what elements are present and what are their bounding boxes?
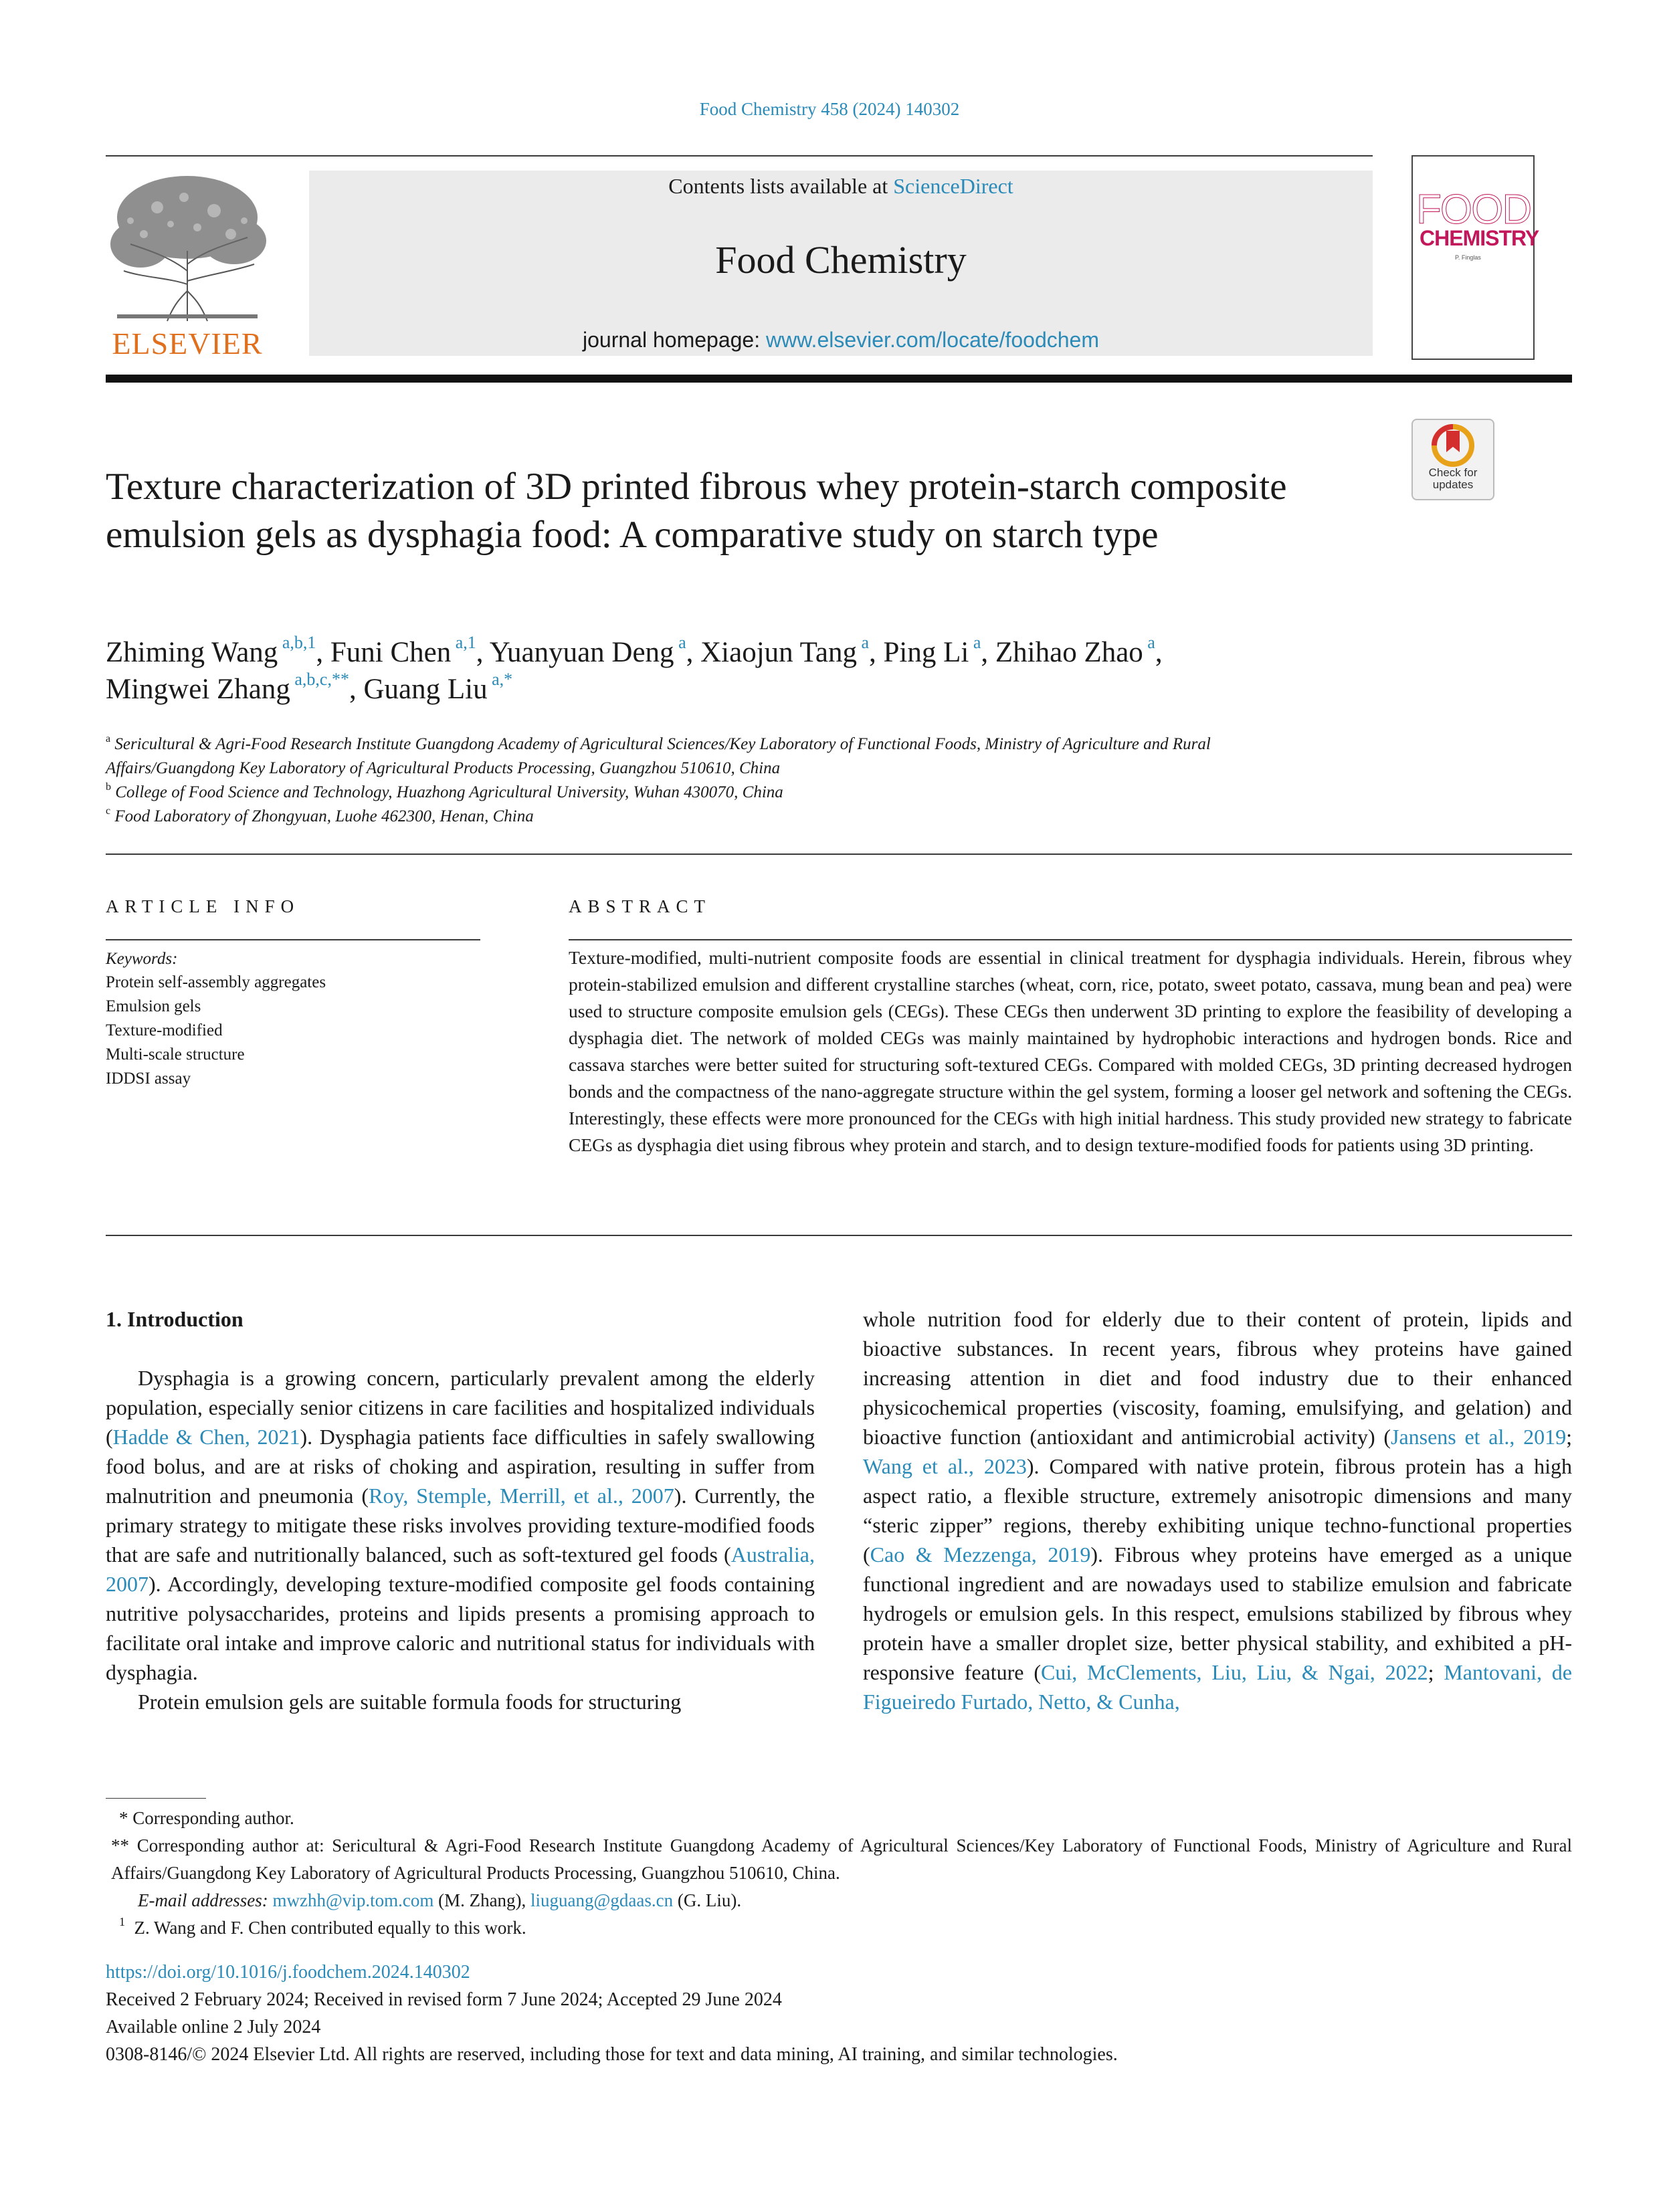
author xyxy=(363,670,513,705)
abstract-heading: ABSTRACT xyxy=(569,896,712,916)
article-title: Texture characterization of 3D printed fibrous whey protein-starch composite emulsion gels as dysphagia food: A comparative study on starch type xyxy=(106,466,1287,556)
equal-contribution-text: Z. Wang and F. Chen contributed equally to this work. xyxy=(134,1918,526,1938)
citation-link[interactable]: Cao & Mezzenga, 2019 xyxy=(870,1542,1091,1567)
citation-link[interactable]: Mantovani, de Figueiredo Furtado, Netto, & Cunha, xyxy=(863,1660,1573,1714)
footnote-rule xyxy=(106,1798,206,1799)
author-name[interactable]: Guang Liu xyxy=(363,674,488,705)
author-separator: , xyxy=(316,637,330,668)
header-thick-rule xyxy=(106,375,1572,383)
author-affiliation-marks[interactable]: a,b,1 xyxy=(278,633,316,652)
email-link-zhang[interactable]: mwzhh@vip.tom.com xyxy=(272,1890,434,1910)
email-owner-liu: (G. Liu). xyxy=(673,1890,742,1910)
affiliation-c xyxy=(106,804,1577,829)
article-info-rule xyxy=(106,939,480,940)
author-name[interactable]: Yuanyuan Deng xyxy=(489,637,674,668)
paragraph-3 xyxy=(863,1304,1572,1716)
author-affiliation-marks[interactable]: a,b,c,** xyxy=(290,670,349,689)
author xyxy=(106,633,316,668)
bookmark-ribbon-icon xyxy=(1413,420,1493,468)
keywords-label: Keywords: xyxy=(106,950,178,968)
citation-link[interactable]: Hadde & Chen, 2021 xyxy=(112,1425,300,1449)
author-affiliation-marks[interactable]: a xyxy=(856,633,870,652)
paragraph-text: Protein emulsion gels are suitable formula foods for structuring xyxy=(138,1690,682,1714)
check-for-updates-label: Check for updates xyxy=(1428,466,1478,491)
author-name[interactable]: Xiaojun Tang xyxy=(700,637,857,668)
affiliation-rule xyxy=(106,853,1572,855)
author-separator: , xyxy=(476,637,490,668)
equal-contribution-note xyxy=(106,1914,1572,1942)
citation-link[interactable]: Roy, Stemple, Merrill, et al., 2007 xyxy=(369,1484,674,1508)
journal-name: Food Chemistry xyxy=(715,238,967,282)
header-rule xyxy=(106,155,1373,157)
author-affiliation-marks[interactable]: a,1 xyxy=(451,633,476,652)
paragraph-text: ; xyxy=(1566,1425,1573,1449)
citation-link[interactable]: Wang et al., 2023 xyxy=(863,1454,1027,1478)
author xyxy=(489,633,686,668)
author-separator: , xyxy=(869,637,884,668)
author-list xyxy=(106,634,1577,708)
author xyxy=(995,633,1155,668)
corresponding-author-address: ** Corresponding author at: Sericultural & Agri-Food Research Institute Guangdong Academy of Agricultural Sciences/Key Laboratory of Functional Foods, Ministry of Agriculture and Rural Affairs/Guangdong Key Laboratory of Agricultural Products Processing, Guangzhou 510610, China. xyxy=(111,1835,1572,1883)
keyword: Multi-scale structure xyxy=(106,1045,245,1064)
author-name[interactable]: Ping Li xyxy=(883,637,969,668)
keyword: Emulsion gels xyxy=(106,997,201,1015)
affiliation-text: College of Food Science and Technology, Huazhong Agricultural University, Wuhan 430070, China xyxy=(115,783,783,801)
email-line xyxy=(106,1887,1572,1914)
author-separator: , xyxy=(1155,637,1163,668)
affiliation-a-continued: Affairs/Guangdong Key Laboratory of Agricultural Products Processing, Guangzhou 510610, China xyxy=(106,759,781,777)
corresponding-author-note: * Corresponding author. xyxy=(119,1808,294,1828)
email-owner-zhang: (M. Zhang), xyxy=(433,1890,531,1910)
author-separator: , xyxy=(349,674,364,705)
paragraph-text: Dysphagia is a growing concern, particularly prevalent among the elderly population, especially senior citizens in care facilities and hospitalized individuals ( xyxy=(106,1366,815,1449)
footnotes xyxy=(106,1805,1572,1942)
author-affiliation-marks[interactable]: a xyxy=(1143,633,1155,652)
abstract-text: Texture-modified, multi-nutrient composite foods are essential in clinical treatment for dysphagia individuals. Herein, fibrous whey protein-stabilized emulsion and different crystalline starches (wheat, corn, rice, potato, sweet potato, cassava, mung bean and pea) were used to structure composite emulsion gels (CEGs). These CEGs then underwent 3D printing to explore the feasibility of developing a dysphagia diet. The network of molded CEGs was mainly maintained by hydrophobic interactions and hydrogen bonds. Rice and cassava starches were better suited for structuring soft-textured CEGs. Compared with molded CEGs, 3D printing decreased hydrogen bonds and the compactness of the nano-aggregate structure within the gel system, forming a looser gel network and softening the CEGs. Interestingly, these effects were more pronounced for the CEGs with high initial hardness. This study provided new strategy to fabricate CEGs as dysphagia diet using fibrous whey protein and starch, and to design texture-modified foods for patients using 3D printing. xyxy=(569,947,1572,1155)
contents-line xyxy=(309,174,1373,199)
body-column-left xyxy=(106,1304,815,1716)
contents-prefix: Contents lists available at xyxy=(668,174,894,198)
author-name[interactable]: Mingwei Zhang xyxy=(106,674,290,705)
publication-info xyxy=(106,1958,1572,2068)
author-name[interactable]: Zhiming Wang xyxy=(106,637,278,668)
author xyxy=(883,633,981,668)
author-separator: , xyxy=(981,637,995,668)
journal-reference[interactable]: Food Chemistry 458 (2024) 140302 xyxy=(699,99,960,119)
author xyxy=(700,633,870,668)
paragraph-text: ). Dysphagia patients face difficulties in safely swallowing food bolus, and are at risks of choking and aspiration, resulting in suffer from malnutrition and pneumonia ( xyxy=(106,1425,815,1508)
keyword: Protein self-assembly aggregates xyxy=(106,973,326,991)
abstract-bottom-rule xyxy=(106,1235,1572,1236)
homepage-prefix: journal homepage: xyxy=(583,328,766,352)
author-affiliation-marks[interactable]: a xyxy=(674,633,686,652)
publisher-wordmark: ELSEVIER xyxy=(112,326,263,361)
affiliation-b xyxy=(106,780,1577,805)
cover-title-chemistry: CHEMISTRY xyxy=(1420,226,1539,250)
author-name[interactable]: Zhihao Zhao xyxy=(995,637,1143,668)
author xyxy=(330,633,476,668)
footnote-mark: 1 xyxy=(119,1915,125,1928)
affiliation-text: Food Laboratory of Zhongyuan, Luohe 462300, Henan, China xyxy=(114,807,534,825)
affiliation-text: Sericultural & Agri-Food Research Institute Guangdong Academy of Agricultural Sciences/Key Laboratory of Functional Foods, Ministry of Agriculture and Rural xyxy=(114,735,1211,753)
paragraph-text: ). Accordingly, developing texture-modified composite gel foods containing nutritive polysaccharides, proteins and lipids presents a promising approach to facilitate oral intake and improve caloric and nutritional status for individuals with dysphagia. xyxy=(106,1572,815,1684)
author xyxy=(106,670,349,705)
article-info-heading: ARTICLE INFO xyxy=(106,896,300,916)
author-separator: , xyxy=(686,637,701,668)
citation-link[interactable]: Australia, 2007 xyxy=(106,1542,815,1596)
affiliation-a xyxy=(106,732,1577,757)
affiliation-mark: b xyxy=(106,781,111,793)
cover-title-food: FOOD xyxy=(1416,187,1531,233)
paragraph-2 xyxy=(106,1687,815,1716)
abstract-rule xyxy=(569,939,1572,940)
paragraph-text: ; xyxy=(1428,1660,1444,1684)
paragraph-1 xyxy=(106,1363,815,1687)
citation-link[interactable]: Jansens et al., 2019 xyxy=(1390,1425,1567,1449)
homepage-line xyxy=(309,328,1373,353)
paragraph-text: whole nutrition food for elderly due to their content of protein, lipids and bioactive substances. In recent years, fibrous whey proteins have gained increasing attention in diet and food industry due to their enhanced physicochemical properties (viscosity, foaming, emulsifying, and gelation) and bioactive function (antioxidant and antimicrobial activity) ( xyxy=(863,1307,1572,1449)
copyright-line: 0308-8146/© 2024 Elsevier Ltd. All rights are reserved, including those for text and data mining, AI training, and similar technologies. xyxy=(106,2044,1118,2065)
paragraph-text: ). Fibrous whey proteins have emerged as a unique functional ingredient and are nowadays used to stabilize emulsion and fabricate hydrogels or emulsion gels. In this respect, emulsions stabilized by fibrous whey protein have a smaller droplet size, better physical stability, and exhibited a pH-responsive feature ( xyxy=(863,1542,1573,1684)
citation-link[interactable]: Cui, McClements, Liu, Liu, & Ngai, 2022 xyxy=(1040,1660,1428,1684)
cover-editor: P. Finglas xyxy=(1455,254,1481,261)
affiliation-mark: a xyxy=(106,733,111,744)
available-online: Available online 2 July 2024 xyxy=(106,2017,321,2037)
sciencedirect-link[interactable]: ScienceDirect xyxy=(893,174,1013,198)
paragraph-text: ). Compared with native protein, fibrous protein has a high aspect ratio, a flexible structure, extremely anisotropic dimensions and many “steric zipper” regions, thereby exhibiting unique techno-functional properties ( xyxy=(863,1454,1572,1567)
author-affiliation-marks[interactable]: a xyxy=(969,633,981,652)
body-column-right xyxy=(863,1304,1572,1716)
paragraph-text: ). Currently, the primary strategy to mitigate these risks involves providing texture-modified foods that are safe and nutritionally balanced, such as soft-textured gel foods ( xyxy=(106,1484,815,1567)
author-name[interactable]: Funi Chen xyxy=(330,637,452,668)
affiliation-mark: c xyxy=(106,805,111,817)
section-heading-introduction: 1. Introduction xyxy=(106,1307,243,1331)
doi-link[interactable]: https://doi.org/10.1016/j.foodchem.2024.140302 xyxy=(106,1962,470,1983)
keyword: IDDSI assay xyxy=(106,1070,191,1088)
received-dates: Received 2 February 2024; Received in revised form 7 June 2024; Accepted 29 June 2024 xyxy=(106,1989,782,2010)
keyword: Texture-modified xyxy=(106,1021,223,1039)
author-affiliation-marks[interactable]: a,* xyxy=(487,670,513,689)
email-link-liu[interactable]: liuguang@gdaas.cn xyxy=(530,1890,674,1910)
email-label: E-mail addresses: xyxy=(138,1890,268,1910)
homepage-link[interactable]: www.elsevier.com/locate/foodchem xyxy=(765,328,1099,352)
